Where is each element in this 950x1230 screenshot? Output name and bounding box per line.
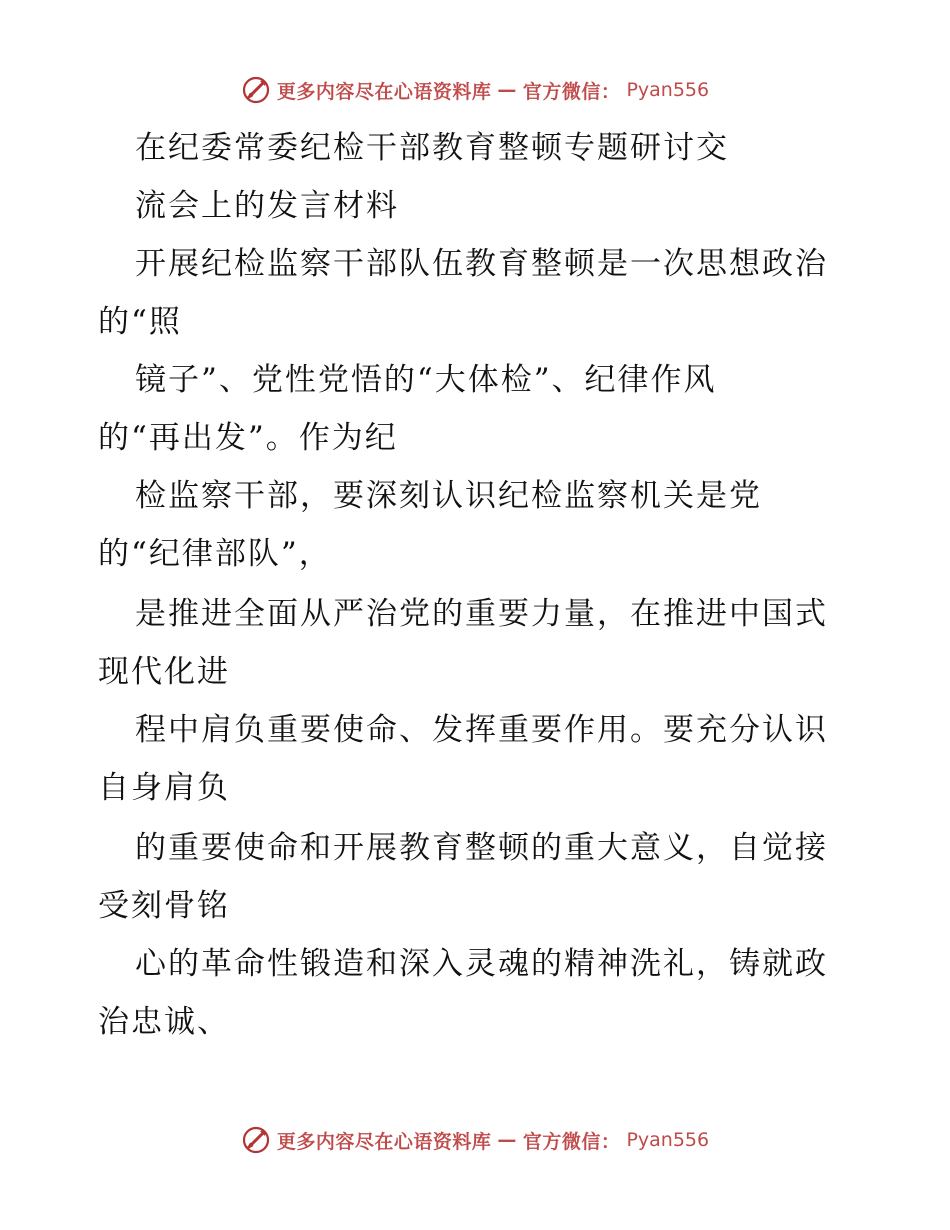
- quill-logo-icon: [241, 1125, 271, 1155]
- doc-line: 现代化进: [98, 654, 230, 690]
- doc-line: 自身肩负: [98, 770, 230, 806]
- doc-line: 是推进全面从严治党的重要力量，在推进中国式: [135, 596, 828, 632]
- doc-line-title-1: 在纪委常委纪检干部教育整顿专题研讨交: [135, 130, 729, 166]
- header-dash: —: [497, 79, 517, 101]
- doc-line: 的“纪律部队”，: [98, 536, 332, 572]
- header-wechat-id: Pyan556: [626, 79, 710, 101]
- doc-line: 镜子”、党性党悟的“大体检”、纪律作风: [135, 362, 717, 398]
- doc-line: 程中肩负重要使命、发挥重要作用。要充分认识: [135, 712, 828, 748]
- header-site-text: 更多内容尽在心语资料库: [276, 80, 492, 103]
- header-wechat-label: 官方微信：: [522, 80, 621, 103]
- footer-wechat-label: 官方微信：: [522, 1130, 621, 1153]
- doc-line: 开展纪检监察干部队伍教育整顿是一次思想政治: [135, 246, 828, 282]
- doc-line: 受刻骨铭: [98, 888, 230, 924]
- doc-line: 的重要使命和开展教育整顿的重大意义，自觉接: [135, 830, 828, 866]
- doc-line-title-2: 流会上的发言材料: [135, 188, 399, 224]
- footer-dash: —: [497, 1129, 517, 1151]
- footer-banner[interactable]: [0, 1120, 950, 1160]
- doc-line: 的“照: [98, 304, 182, 340]
- footer-site-text: 更多内容尽在心语资料库: [276, 1130, 492, 1153]
- doc-line: 治忠诚、: [98, 1004, 230, 1040]
- doc-line: 检监察干部，要深刻认识纪检监察机关是党: [135, 478, 762, 514]
- footer-wechat-id: Pyan556: [626, 1129, 710, 1151]
- doc-line: 的“再出发”。作为纪: [98, 420, 398, 456]
- doc-line: 心的革命性锻造和深入灵魂的精神洗礼，铸就政: [135, 946, 828, 982]
- quill-logo-icon: [241, 75, 271, 105]
- header-banner[interactable]: [0, 70, 950, 110]
